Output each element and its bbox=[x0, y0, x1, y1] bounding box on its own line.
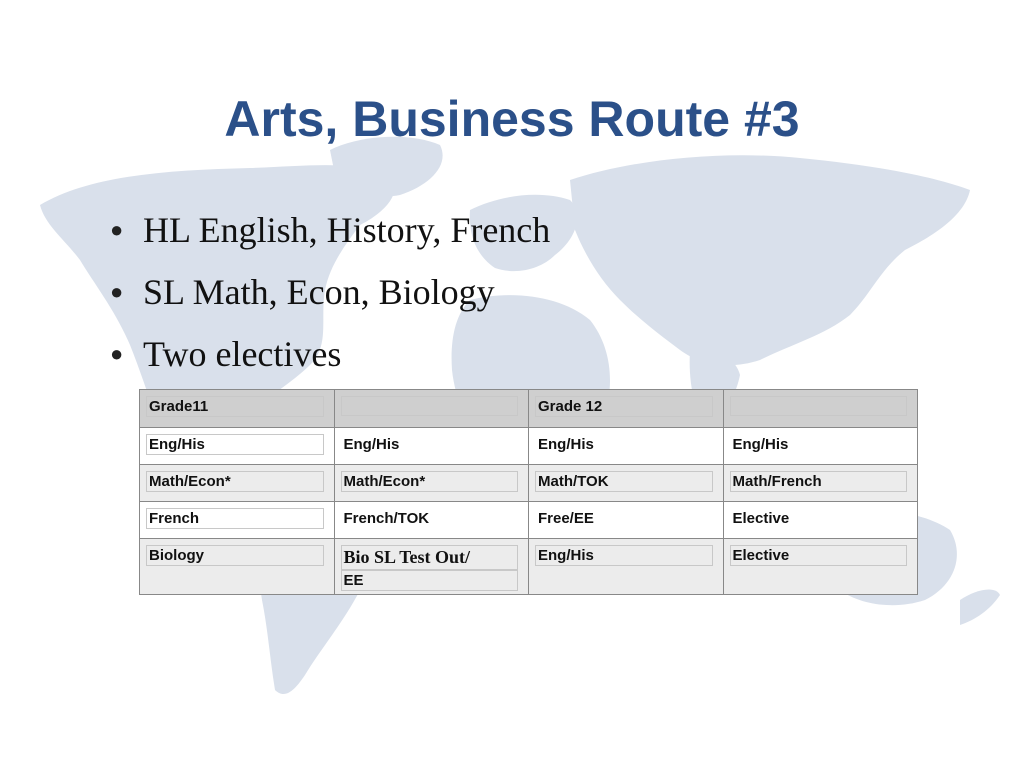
table-cell bbox=[140, 428, 335, 465]
bullet-text: HL English, History, French bbox=[143, 210, 551, 250]
table-cell bbox=[334, 539, 529, 595]
table-header-cell bbox=[723, 390, 918, 428]
table-cell bbox=[723, 428, 918, 465]
cell-text: French/TOK bbox=[343, 510, 430, 527]
table-cell bbox=[334, 465, 529, 502]
cell-text: Free/EE bbox=[538, 510, 594, 527]
cell-text: Math/French bbox=[730, 471, 908, 492]
table-row bbox=[140, 539, 918, 595]
table-cell bbox=[723, 502, 918, 539]
cell-text: Elective bbox=[732, 510, 790, 527]
table-header-cell bbox=[140, 390, 335, 428]
bullet-dot-icon: ● bbox=[110, 341, 124, 366]
header-label: Grade11 bbox=[146, 396, 324, 417]
header-label bbox=[730, 396, 908, 416]
table-row bbox=[140, 428, 918, 465]
table-cell bbox=[529, 539, 724, 595]
bullet-text: SL Math, Econ, Biology bbox=[143, 272, 495, 312]
cell-text: Eng/His bbox=[146, 434, 324, 455]
table-header-cell bbox=[529, 390, 724, 428]
slide-title: Arts, Business Route #3 bbox=[224, 91, 800, 147]
bullet-text: Two electives bbox=[143, 334, 342, 374]
header-label bbox=[341, 396, 519, 416]
table-row bbox=[140, 465, 918, 502]
cell-text: Math/Econ* bbox=[341, 471, 519, 492]
table-cell bbox=[723, 539, 918, 595]
course-schedule-table bbox=[139, 389, 918, 595]
cell-text: Math/TOK bbox=[535, 471, 713, 492]
bullet-item bbox=[110, 267, 550, 329]
cell-text: Bio SL Test Out/ bbox=[341, 545, 519, 570]
cell-text-line2: EE bbox=[341, 570, 519, 591]
table-header-cell bbox=[334, 390, 529, 428]
bullet-dot-icon: ● bbox=[110, 217, 124, 242]
bullet-list bbox=[110, 205, 550, 391]
table-cell bbox=[140, 539, 335, 595]
table-cell bbox=[140, 502, 335, 539]
cell-text: Math/Econ* bbox=[146, 471, 324, 492]
table-cell bbox=[334, 428, 529, 465]
table-row bbox=[140, 502, 918, 539]
table-cell bbox=[529, 502, 724, 539]
cell-text: Biology bbox=[146, 545, 324, 566]
table-cell bbox=[723, 465, 918, 502]
bullet-item bbox=[110, 205, 550, 267]
header-label: Grade 12 bbox=[535, 396, 713, 417]
table-cell bbox=[529, 465, 724, 502]
bullet-item bbox=[110, 329, 550, 391]
cell-text: Eng/His bbox=[343, 436, 400, 453]
table-header-row bbox=[140, 390, 918, 428]
cell-text: French bbox=[146, 508, 324, 529]
cell-text: Eng/His bbox=[538, 436, 594, 453]
cell-text: Elective bbox=[730, 545, 908, 566]
table-cell bbox=[140, 465, 335, 502]
table-cell bbox=[529, 428, 724, 465]
cell-text: Eng/His bbox=[732, 436, 789, 453]
asia-shape bbox=[570, 155, 970, 365]
bullet-dot-icon: ● bbox=[110, 279, 124, 304]
new-zealand-shape bbox=[960, 590, 1000, 625]
cell-text: Eng/His bbox=[535, 545, 713, 566]
table-cell bbox=[334, 502, 529, 539]
